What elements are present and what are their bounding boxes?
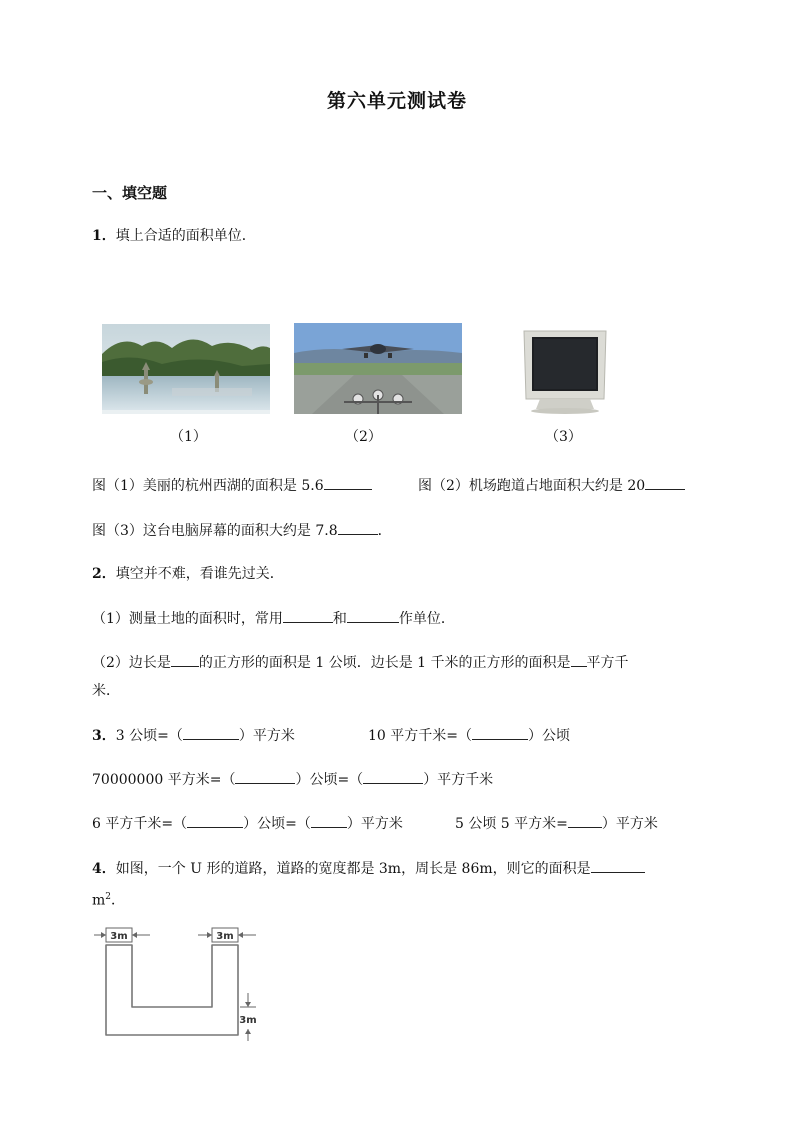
question-3-row-3b bbox=[455, 812, 658, 834]
question-3-r2a: 70000000 平方米=（ bbox=[92, 772, 236, 788]
area-unit: m bbox=[92, 892, 106, 909]
question-3-r1c: 10 平方千米=（ bbox=[368, 728, 472, 744]
question-3-r2c: ）平方千米 bbox=[423, 772, 494, 788]
answer-blank[interactable] bbox=[338, 519, 378, 535]
question-2-text: 填空并不难，看谁先过关． bbox=[115, 566, 284, 582]
question-2-sub-2-middle: 的正方形的面积是 1 公顷．边长是 1 千米的正方形的面积是 bbox=[198, 655, 571, 671]
question-3-number: 3． bbox=[92, 728, 116, 744]
question-3-r3b: ）公顷=（ bbox=[243, 816, 311, 832]
question-1 bbox=[92, 226, 256, 246]
question-3-r3e: ）平方米 bbox=[601, 816, 658, 832]
question-4-number: 4． bbox=[92, 861, 116, 877]
question-4-unit bbox=[92, 887, 125, 911]
west-lake-photo bbox=[102, 324, 270, 414]
section-heading-fill-blank: 一、填空题 bbox=[92, 184, 168, 202]
question-1-text: 填上合适的面积单位． bbox=[115, 228, 256, 244]
question-3-row-3a bbox=[92, 812, 403, 834]
question-2 bbox=[92, 564, 284, 584]
question-3-r3d: 5 公顷 5 平方米= bbox=[455, 816, 568, 832]
question-2-sub-2-text: （2）边长是 bbox=[92, 655, 171, 671]
question-1-line-1a-text: 图（1）美丽的杭州西湖的面积是 5.6 bbox=[92, 478, 324, 494]
question-2-sub-1-and: 和 bbox=[332, 611, 347, 627]
area-unit-exponent: 2 bbox=[105, 892, 112, 902]
answer-blank[interactable] bbox=[472, 724, 528, 740]
question-1-line-1a bbox=[92, 474, 372, 496]
punctuation: ． bbox=[111, 892, 126, 909]
image-caption-3: （3） bbox=[545, 429, 582, 445]
question-2-sub-2 bbox=[92, 651, 629, 673]
question-2-number: 2． bbox=[92, 566, 116, 582]
answer-blank[interactable] bbox=[645, 474, 685, 490]
question-2-sub-1-end: 作单位． bbox=[398, 611, 455, 627]
question-2-sub-2-end: 平方千 bbox=[586, 655, 629, 671]
answer-blank[interactable] bbox=[171, 651, 199, 667]
question-2-sub-2-wrap: 米． bbox=[92, 683, 120, 699]
dimension-label-right-top: 3m bbox=[216, 931, 234, 942]
question-3-row-1b bbox=[368, 724, 570, 746]
answer-blank[interactable] bbox=[235, 768, 295, 784]
question-1-number: 1． bbox=[92, 228, 116, 244]
question-1-line-1b bbox=[418, 474, 685, 496]
question-3-r2b: ）公顷=（ bbox=[295, 772, 364, 788]
answer-blank[interactable] bbox=[187, 812, 243, 828]
question-1-line-2 bbox=[92, 519, 392, 541]
answer-blank[interactable] bbox=[311, 812, 347, 828]
computer-monitor-photo bbox=[520, 327, 610, 415]
page-title: 第六单元测试卷 bbox=[326, 90, 467, 112]
question-3-r3c: ）平方米 bbox=[346, 816, 403, 832]
question-3-r1d: ）公顷 bbox=[528, 728, 570, 744]
question-1-line-2-text: 图（3）这台电脑屏幕的面积大约是 7.8 bbox=[92, 523, 338, 539]
question-3-r3a: 6 平方千米=（ bbox=[92, 816, 188, 832]
question-3-row-2 bbox=[92, 768, 493, 790]
question-2-sub-1-text: （1）测量土地的面积时，常用 bbox=[92, 611, 283, 627]
image-caption-1: （1） bbox=[170, 429, 207, 445]
answer-blank[interactable] bbox=[591, 857, 645, 873]
answer-blank[interactable] bbox=[571, 651, 587, 667]
airport-runway-photo bbox=[294, 323, 462, 414]
answer-blank[interactable] bbox=[283, 607, 333, 623]
u-shaped-road-diagram bbox=[90, 925, 270, 1043]
punctuation: ． bbox=[377, 523, 392, 539]
dimension-label-left-top: 3m bbox=[110, 931, 128, 942]
question-2-sub-1 bbox=[92, 607, 455, 629]
question-3-row-1a bbox=[92, 724, 295, 746]
answer-blank[interactable] bbox=[324, 474, 372, 490]
question-4-text: 如图，一个 U 形的道路，道路的宽度都是 3m，周长是 86m，则它的面积是 bbox=[115, 861, 591, 877]
image-caption-2: （2） bbox=[345, 429, 382, 445]
answer-blank[interactable] bbox=[347, 607, 399, 623]
answer-blank[interactable] bbox=[568, 812, 602, 828]
question-1-line-1b-text: 图（2）机场跑道占地面积大约是 20 bbox=[418, 478, 646, 494]
answer-blank[interactable] bbox=[363, 768, 423, 784]
dimension-label-right-side: 3m bbox=[239, 1015, 257, 1026]
answer-blank[interactable] bbox=[183, 724, 239, 740]
question-3-r1a: 3 公顷=（ bbox=[115, 728, 183, 744]
question-4 bbox=[92, 857, 645, 879]
question-3-r1b: ）平方米 bbox=[238, 728, 295, 744]
